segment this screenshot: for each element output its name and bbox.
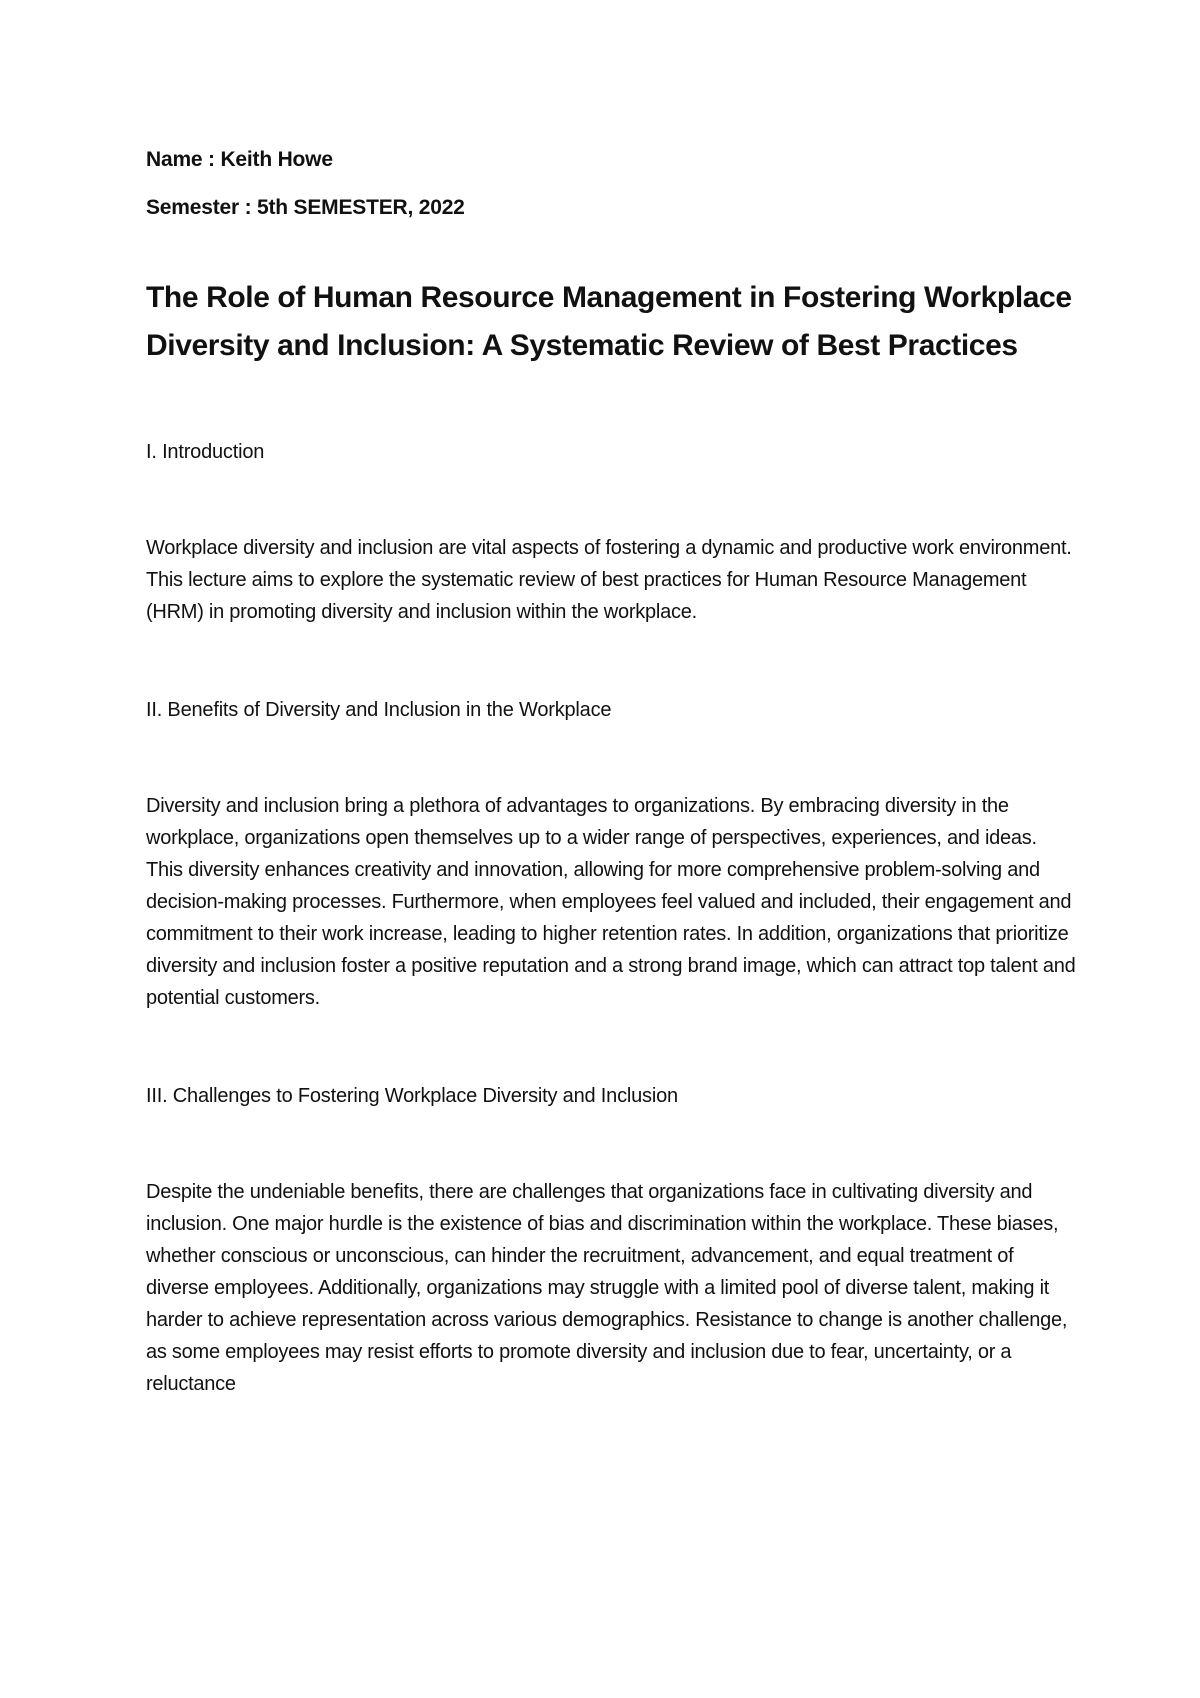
semester-info: Semester : 5th SEMESTER, 2022 xyxy=(146,196,465,219)
section-body-introduction: Workplace diversity and inclusion are vital aspects of fostering a dynamic and productive work environment. This lecture aims to explore the systematic review of best practices for Human Resource Management (HRM) in promoting diversity and inclusion within the workplace. xyxy=(146,537,1072,623)
student-name: Name : Keith Howe xyxy=(146,148,333,171)
page-content xyxy=(146,146,1076,1400)
section-body-challenges: Despite the undeniable benefits, there are challenges that organizations face in cultivating diversity and inclusion. One major hurdle is the existence of bias and discrimination within the workplace. These biases, whether conscious or unconscious, can hinder the recruitment, advancement, and equal treatment of diverse employees. Additionally, organizations may struggle with a limited pool of diverse talent, making it harder to achieve representation across various demographics. Resistance to change is another challenge, as some employees may resist efforts to promote diversity and inclusion due to fear, uncertainty, or a reluctance xyxy=(146,1181,1068,1395)
section-body-benefits: Diversity and inclusion bring a plethora of advantages to organizations. By embracing diversity in the workplace, organizations open themselves up to a wider range of perspectives, experiences, and ideas. This diversity enhances creativity and innovation, allowing for more comprehensive problem-solving and decision-making processes. Furthermore, when employees feel valued and included, their engagement and commitment to their work increase, leading to higher retention rates. In addition, organizations that prioritize diversity and inclusion foster a positive reputation and a strong brand image, which can attract top talent and potential customers. xyxy=(146,795,1076,1009)
section-heading-benefits: II. Benefits of Diversity and Inclusion in the Workplace xyxy=(146,699,612,721)
document-title: The Role of Human Resource Management in Fostering Workplace Diversity and Inclusion: A Systematic Review of Best Practices xyxy=(146,281,1072,362)
section-heading-challenges: III. Challenges to Fostering Workplace Diversity and Inclusion xyxy=(146,1085,678,1107)
section-heading-introduction: I. Introduction xyxy=(146,441,265,463)
